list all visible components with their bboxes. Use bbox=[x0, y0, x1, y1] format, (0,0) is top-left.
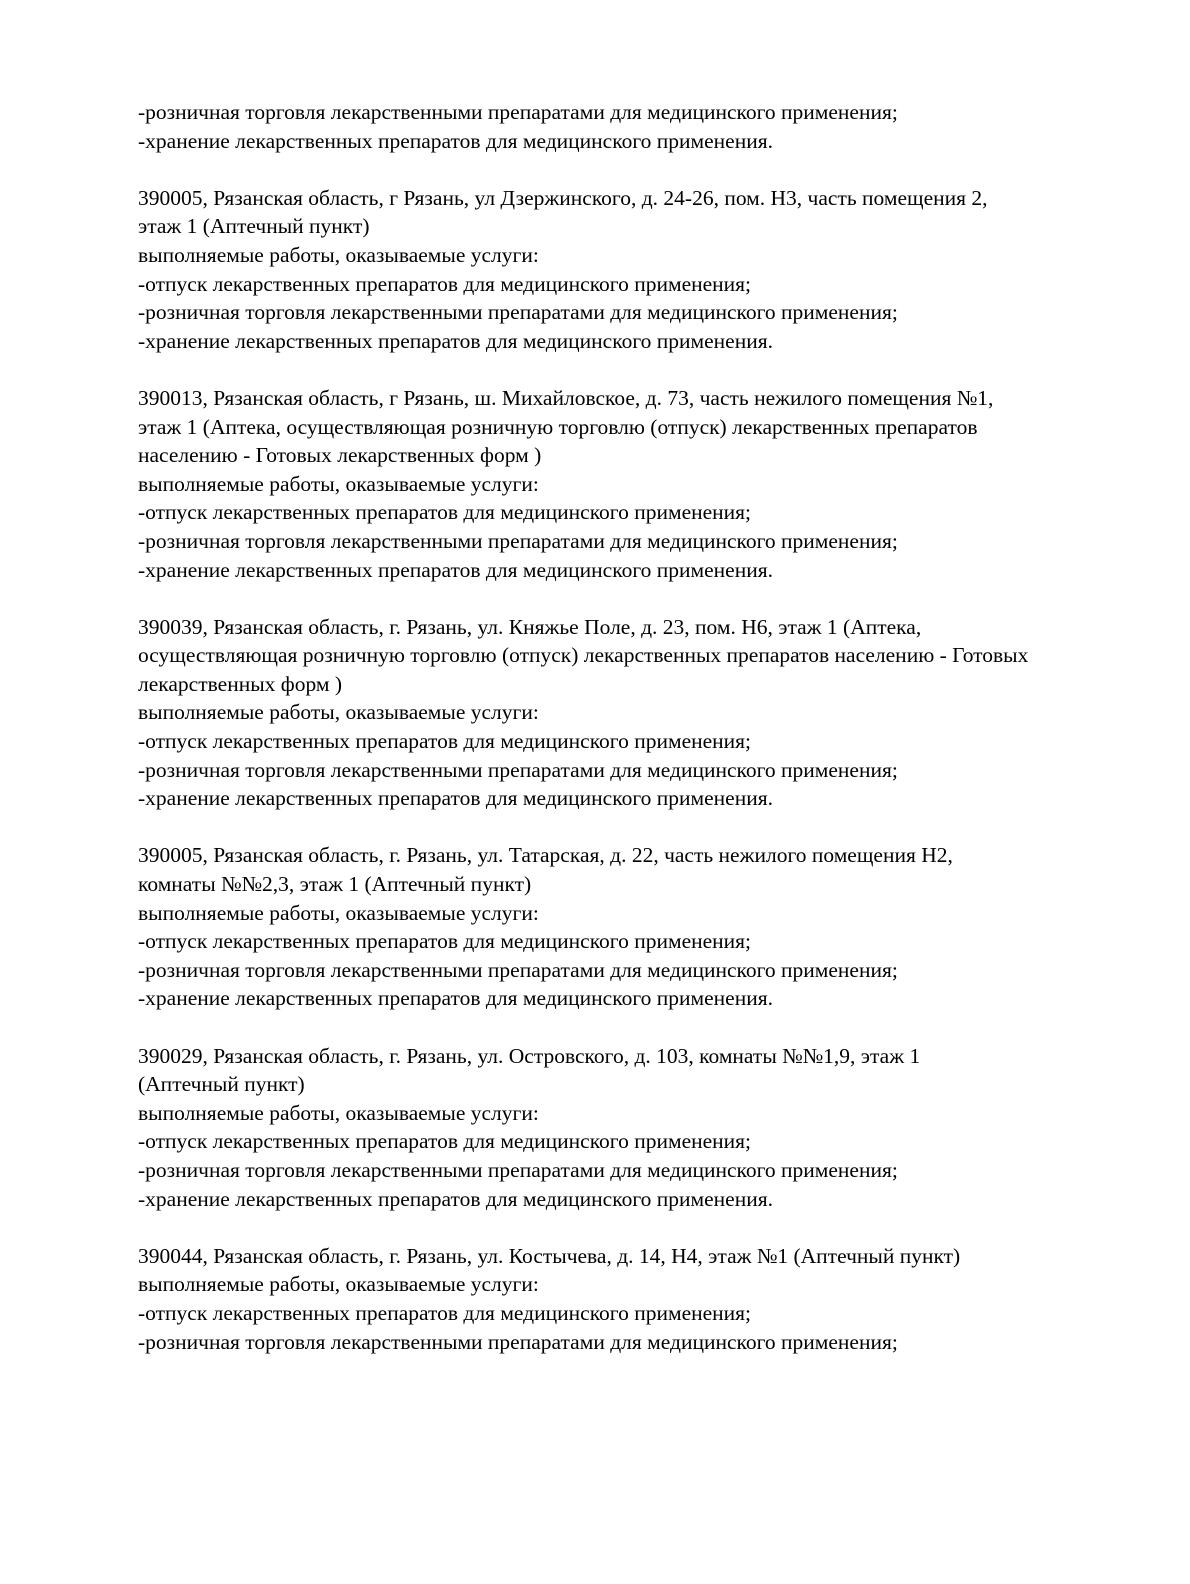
paragraph-gap bbox=[138, 813, 1128, 842]
document-text bbox=[138, 98, 1128, 1356]
text-line: 390005, Рязанская область, г. Рязань, ул. Татарская, д. 22, часть нежилого помещения Н2, bbox=[138, 843, 953, 868]
text-line: -хранение лекарственных препаратов для медицинского применения. bbox=[138, 328, 773, 353]
text-line: лекарственных форм ) bbox=[138, 671, 343, 696]
text-line: -отпуск лекарственных препаратов для медицинского применения; bbox=[138, 500, 752, 525]
paragraph-gap bbox=[138, 155, 1128, 184]
text-line: -хранение лекарственных препаратов для медицинского применения. bbox=[138, 128, 773, 153]
text-line: выполняемые работы, оказываемые услуги: bbox=[138, 242, 539, 267]
text-line: этаж 1 (Аптека, осуществляющая розничную торговлю (отпуск) лекарственных препаратов bbox=[138, 414, 978, 439]
text-line: -розничная торговля лекарственными препаратами для медицинского применения; bbox=[138, 1329, 898, 1354]
text-line: -отпуск лекарственных препаратов для медицинского применения; bbox=[138, 1129, 752, 1154]
text-line: -хранение лекарственных препаратов для медицинского применения. bbox=[138, 1186, 773, 1211]
text-line: -отпуск лекарственных препаратов для медицинского применения; bbox=[138, 729, 752, 754]
text-line: -отпуск лекарственных препаратов для медицинского применения; bbox=[138, 1300, 752, 1325]
text-line: осуществляющая розничную торговлю (отпуск) лекарственных препаратов населению - Готовых bbox=[138, 643, 1029, 668]
text-line: (Аптечный пункт) bbox=[138, 1072, 305, 1097]
text-line: -розничная торговля лекарственными препаратами для медицинского применения; bbox=[138, 528, 898, 553]
text-line: населению - Готовых лекарственных форм ) bbox=[138, 443, 542, 468]
text-line: -розничная торговля лекарственными препаратами для медицинского применения; bbox=[138, 1157, 898, 1182]
text-line: -хранение лекарственных препаратов для медицинского применения. bbox=[138, 557, 773, 582]
text-line: -розничная торговля лекарственными препаратами для медицинского применения; bbox=[138, 300, 898, 325]
text-line: -розничная торговля лекарственными препаратами для медицинского применения; bbox=[138, 957, 898, 982]
text-line: -отпуск лекарственных препаратов для медицинского применения; bbox=[138, 271, 752, 296]
text-line: -отпуск лекарственных препаратов для медицинского применения; bbox=[138, 929, 752, 954]
paragraph-gap bbox=[138, 584, 1128, 613]
text-line: 390039, Рязанская область, г. Рязань, ул. Княжье Поле, д. 23, пом. Н6, этаж 1 (Аптека, bbox=[138, 614, 922, 639]
text-line: выполняемые работы, оказываемые услуги: bbox=[138, 700, 539, 725]
text-line: 390029, Рязанская область, г. Рязань, ул. Островского, д. 103, комнаты №№1,9, этаж 1 bbox=[138, 1043, 921, 1068]
text-line: выполняемые работы, оказываемые услуги: bbox=[138, 471, 539, 496]
paragraph-gap bbox=[138, 1013, 1128, 1042]
paragraph-gap bbox=[138, 1213, 1128, 1242]
text-line: выполняемые работы, оказываемые услуги: bbox=[138, 1272, 539, 1297]
text-line: -хранение лекарственных препаратов для медицинского применения. bbox=[138, 786, 773, 811]
text-line: 390005, Рязанская область, г Рязань, ул Дзержинского, д. 24-26, пом. Н3, часть помещения 2, bbox=[138, 185, 988, 210]
text-line: -хранение лекарственных препаратов для медицинского применения. bbox=[138, 986, 773, 1011]
text-line: выполняемые работы, оказываемые услуги: bbox=[138, 1100, 539, 1125]
text-line: -розничная торговля лекарственными препаратами для медицинского применения; bbox=[138, 757, 898, 782]
text-line: выполняемые работы, оказываемые услуги: bbox=[138, 900, 539, 925]
text-line: 390044, Рязанская область, г. Рязань, ул. Костычева, д. 14, Н4, этаж №1 (Аптечный пункт) bbox=[138, 1243, 961, 1268]
paragraph-gap bbox=[138, 355, 1128, 384]
text-line: комнаты №№2,3, этаж 1 (Аптечный пункт) bbox=[138, 872, 532, 897]
text-line: -розничная торговля лекарственными препаратами для медицинского применения; bbox=[138, 100, 898, 124]
text-line: этаж 1 (Аптечный пункт) bbox=[138, 214, 370, 239]
text-line: 390013, Рязанская область, г Рязань, ш. Михайловское, д. 73, часть нежилого помещения №1, bbox=[138, 385, 994, 410]
